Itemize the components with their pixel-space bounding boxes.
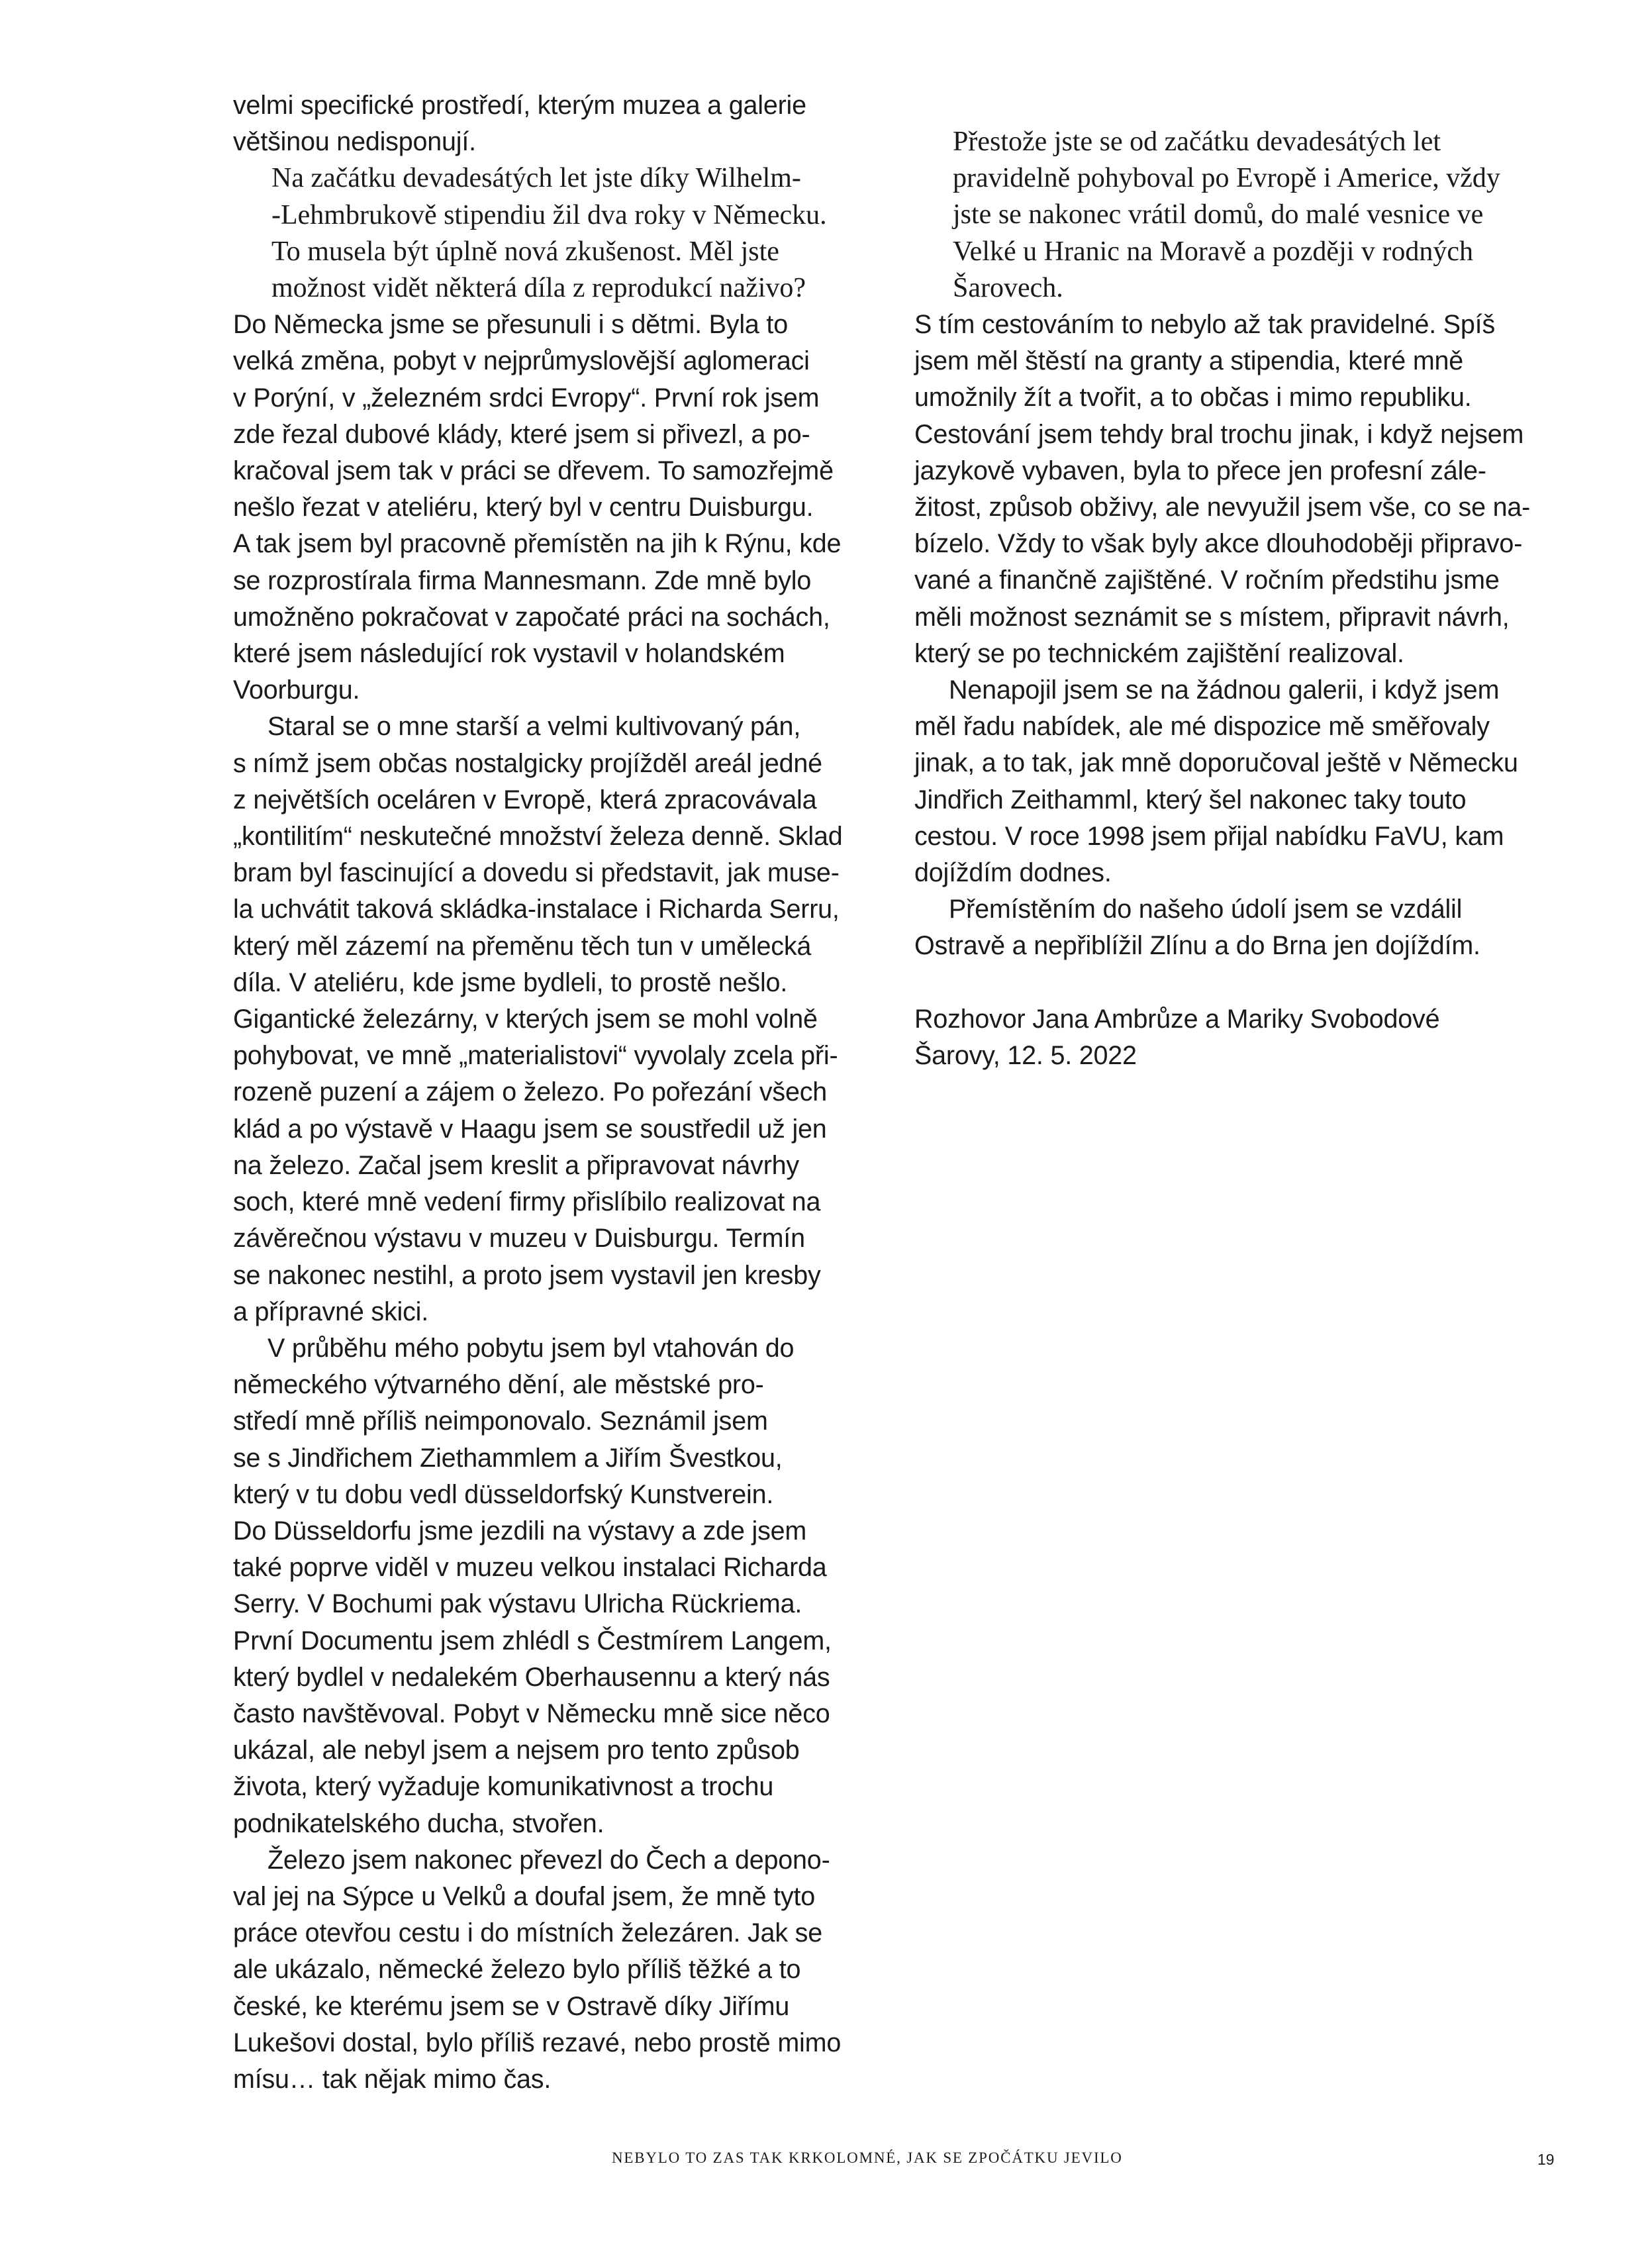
text-line: života, který vyžaduje komunikativnost a trochu bbox=[233, 1772, 774, 1802]
text-line: Do Německa jsme se přesunuli i s dětmi. Byla to bbox=[233, 310, 788, 340]
text-line: S tím cestováním to nebylo až tak pravidelné. Spíš bbox=[914, 310, 1495, 340]
text-line: díla. V ateliéru, kde jsme bydleli, to prostě nešlo. bbox=[233, 967, 788, 997]
text-line: Voorburgu. bbox=[233, 675, 360, 705]
text-line: bram byl fascinující a dovedu si představit, jak muse- bbox=[233, 858, 840, 888]
text-line: vané a finančně zajištěné. V ročním předstihu jsme bbox=[914, 566, 1500, 595]
text-line: který v tu dobu vedl düsseldorfský Kunstverein. bbox=[233, 1479, 774, 1509]
answer-paragraph bbox=[233, 709, 875, 1330]
text-line: středí mně příliš neimponovalo. Seznámil jsem bbox=[233, 1406, 768, 1436]
text-line: s nímž jsem občas nostalgicky projížděl areál jedné bbox=[233, 748, 822, 778]
credit-line: Šarovy, 12. 5. 2022 bbox=[914, 1040, 1137, 1070]
text-line: ukázal, ale nebyl jsem a nejsem pro tento způsob bbox=[233, 1736, 800, 1765]
question-line: -Lehmbrukově stipendiu žil dva roky v Německu. bbox=[271, 199, 827, 230]
text-line: mísu… tak nějak mimo čas. bbox=[233, 2064, 552, 2094]
text-line: soch, které mně vedení firmy přislíbilo realizovat na bbox=[233, 1187, 821, 1217]
text-line: se nakonec nestihl, a proto jsem vystavil jen kresby bbox=[233, 1260, 821, 1290]
text-line: Ostravě a nepřiblížil Zlínu a do Brna jen dojíždím. bbox=[914, 931, 1480, 961]
text-line: val jej na Sýpce u Velků a doufal jsem, že mně tyto bbox=[233, 1881, 816, 1911]
text-line: la uchvátit taková skládka-instalace i Richarda Serru, bbox=[233, 895, 840, 924]
question-line: Velké u Hranic na Moravě a později v rodných bbox=[953, 236, 1474, 267]
text-line: bízelo. Vždy to však byly akce dlouhodoběji připravo- bbox=[914, 529, 1523, 559]
text-line: měli možnost seznámit se s místem, připravit návrh, bbox=[914, 602, 1510, 632]
text-line: velká změna, pobyt v nejprůmyslovější aglomeraci bbox=[233, 346, 810, 376]
text-line: „kontilitím“ neskutečné množství železa denně. Sklad bbox=[233, 822, 843, 852]
answer-paragraph bbox=[914, 891, 1567, 964]
question-line: pravidelně pohyboval po Evropě i Americe, vždy bbox=[953, 163, 1500, 194]
text-line: Lukešovi dostal, bylo příliš rezavé, nebo prostě mimo bbox=[233, 2028, 842, 2057]
text-line: pohybovat, ve mně „materialistovi“ vyvolaly zcela při- bbox=[233, 1041, 838, 1071]
text-line: velmi specifické prostředí, kterým muzea a galerie bbox=[233, 91, 806, 120]
text-line: dojíždím dodnes. bbox=[914, 858, 1112, 888]
text-line: jinak, a to tak, jak mně doporučoval ještě v Německu bbox=[914, 748, 1518, 778]
answer-paragraph bbox=[914, 672, 1567, 891]
text-line: Přemístěním do našeho údolí jsem se vzdálil bbox=[949, 895, 1463, 924]
text-line: Nenapojil jsem se na žádnou galerii, i když jsem bbox=[949, 675, 1500, 705]
text-line: ale ukázalo, německé železo bylo příliš těžké a to bbox=[233, 1955, 801, 1985]
text-line: rozeně puzení a zájem o železo. Po pořezání všech bbox=[233, 1077, 828, 1107]
question-line: jste se nakonec vrátil domů, do malé vesnice ve bbox=[953, 199, 1484, 230]
text-line: práce otevřou cestu i do místních železáren. Jak se bbox=[233, 1918, 822, 1948]
text-line: a přípravné skici. bbox=[233, 1297, 428, 1326]
text-line: v Porýní, v „železném srdci Evropy“. První rok jsem bbox=[233, 383, 820, 413]
right-column bbox=[914, 124, 1567, 1074]
text-line: žitost, způsob obživy, ale nevyužil jsem vše, co se na- bbox=[914, 493, 1531, 522]
text-line: jazykově vybaven, byla to přece jen profesní zále- bbox=[914, 456, 1486, 485]
text-line: jsem měl štěstí na granty a stipendia, které mně bbox=[914, 346, 1464, 376]
text-line: které jsem následující rok vystavil v holandském bbox=[233, 639, 785, 669]
running-head: NEBYLO TO ZAS TAK KRKOLOMNÉ, JAK SE ZPOČÁTKU JEVILO bbox=[612, 2149, 1123, 2166]
answer-paragraph bbox=[914, 307, 1567, 672]
text-line: se s Jindřichem Ziethammlem a Jiřím Švestkou, bbox=[233, 1443, 783, 1473]
text-line: Do Düsseldorfu jsme jezdili na výstavy a zde jsem bbox=[233, 1516, 807, 1546]
text-line: cestou. V roce 1998 jsem přijal nabídku FaVU, kam bbox=[914, 821, 1504, 851]
text-line: umožněno pokračovat v započaté práci na sochách, bbox=[233, 602, 830, 632]
question-line: Přestože jste se od začátku devadesátých let bbox=[953, 126, 1441, 157]
answer-paragraph bbox=[233, 1842, 875, 2098]
text-line: většinou nedisponují. bbox=[233, 127, 476, 157]
text-line: závěrečnou výstavu v muzeu v Duisburgu. Termín bbox=[233, 1224, 805, 1254]
question-line: To musela být úplně nová zkušenost. Měl jste bbox=[271, 236, 779, 267]
text-line: na železo. Začal jsem kreslit a připravovat návrhy bbox=[233, 1150, 799, 1180]
text-line: Serry. V Bochumi pak výstavu Ulricha Rückriema. bbox=[233, 1589, 802, 1619]
text-line: umožnily žít a tvořit, a to občas i mimo republiku. bbox=[914, 383, 1472, 413]
question-line: možnost vidět některá díla z reprodukcí naživo? bbox=[271, 273, 806, 304]
text-line: Staral se o mne starší a velmi kultivovaný pán, bbox=[267, 712, 801, 742]
text-line: První Documentu jsem zhlédl s Čestmírem Langem, bbox=[233, 1626, 832, 1655]
text-line: Jindřich Zeithamml, který šel nakonec taky touto bbox=[914, 785, 1467, 814]
question-line: Na začátku devadesátých let jste díky Wilhelm- bbox=[271, 163, 801, 194]
text-line: kračoval jsem tak v práci se dřevem. To samozřejmě bbox=[233, 456, 834, 486]
question-line: Šarovech. bbox=[953, 272, 1063, 303]
page-footer bbox=[0, 2149, 1642, 2176]
page-number: 19 bbox=[1537, 2151, 1555, 2168]
text-line: zde řezal dubové klády, které jsem si přivezl, a po- bbox=[233, 419, 810, 449]
text-line: se rozprostírala firma Mannesmann. Zde mně bylo bbox=[233, 566, 812, 595]
credit-line: Rozhovor Jana Ambrůze a Mariky Svobodové bbox=[914, 1004, 1440, 1034]
text-line: A tak jsem byl pracovně přemístěn na jih k Rýnu, kde bbox=[233, 529, 842, 559]
text-line: měl řadu nabídek, ale mé dispozice mě směřovaly bbox=[914, 712, 1490, 742]
text-line: také poprve viděl v muzeu velkou instalaci Richarda bbox=[233, 1553, 827, 1583]
text-line: podnikatelského ducha, stvořen. bbox=[233, 1808, 604, 1838]
interview-question bbox=[953, 124, 1567, 307]
text-line: z největších oceláren v Evropě, která zpracovávala bbox=[233, 785, 817, 814]
text-line: Gigantické železárny, v kterých jsem se mohl volně bbox=[233, 1005, 818, 1034]
text-line: V průběhu mého pobytu jsem byl vtahován do bbox=[267, 1333, 795, 1363]
text-line: německého výtvarného dění, ale městské pro- bbox=[233, 1370, 764, 1400]
text-line: který měl zázemí na přeměnu těch tun v umělecká bbox=[233, 931, 812, 961]
text-line: Cestování jsem tehdy bral trochu jinak, i když nejsem bbox=[914, 419, 1524, 449]
text-line: Železo jsem nakonec převezl do Čech a depono- bbox=[267, 1845, 830, 1875]
text-line: který se po technickém zajištění realizoval. bbox=[914, 638, 1404, 668]
interview-question bbox=[271, 160, 875, 307]
answer-paragraph bbox=[233, 307, 875, 709]
text-line: často navštěvoval. Pobyt v Německu mně sice něco bbox=[233, 1699, 830, 1728]
text-line: české, ke kterému jsem se v Ostravě díky Jiřímu bbox=[233, 1991, 790, 2021]
paragraph-continued bbox=[233, 87, 875, 160]
paragraph-gap bbox=[914, 965, 1567, 1001]
text-line: klád a po výstavě v Haagu jsem se soustředil už jen bbox=[233, 1114, 827, 1144]
interview-credit bbox=[914, 1001, 1567, 1074]
answer-paragraph bbox=[233, 1330, 875, 1842]
text-line: který bydlel v nedalekém Oberhausennu a který nás bbox=[233, 1662, 830, 1692]
left-column bbox=[233, 87, 875, 2098]
text-line: nešlo řezat v ateliéru, který byl v centru Duisburgu. bbox=[233, 493, 814, 522]
